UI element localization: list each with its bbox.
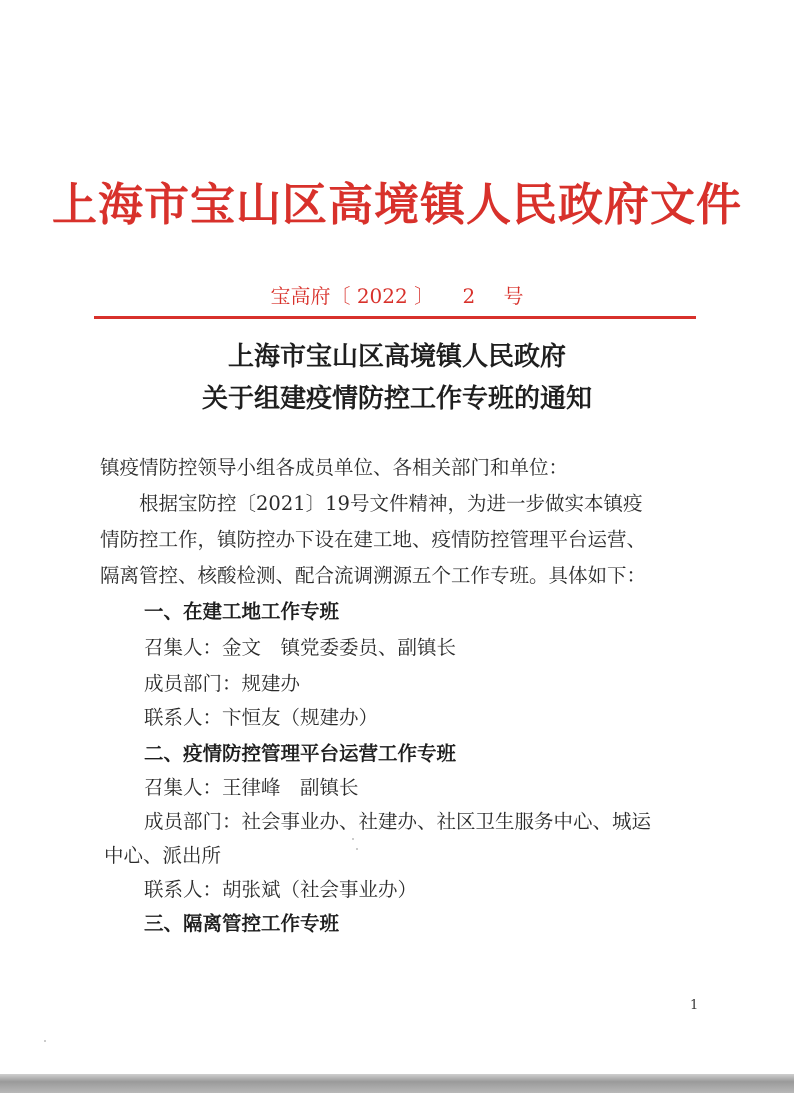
- doc-number-close: 〕: [414, 284, 435, 308]
- section-2-convener: 召集人：王律峰 副镇长: [144, 776, 359, 799]
- notice-title-line-2: 关于组建疫情防控工作专班的通知: [201, 384, 592, 414]
- doc-number-year: 2022: [356, 284, 408, 308]
- issuer-header-title: 上海市宝山区高境镇人民政府文件: [51, 178, 742, 231]
- section-2-contact: 联系人：胡张斌（社会事业办）: [144, 878, 418, 901]
- section-3-heading: 三、隔离管控工作专班: [144, 912, 340, 935]
- scan-speck: [352, 838, 354, 840]
- scan-bottom-edge: [0, 1074, 794, 1093]
- intro-paragraph-line-1: 根据宝防控〔2021〕19号文件精神，为进一步做实本镇疫: [139, 492, 643, 515]
- section-1-members: 成员部门：规建办: [144, 672, 301, 695]
- section-2-heading: 二、疫情防控管理平台运营工作专班: [144, 742, 457, 765]
- page-number: 1: [690, 998, 699, 1013]
- section-1-convener: 召集人：金文 镇党委委员、副镇长: [144, 636, 457, 659]
- intro-paragraph-line-2: 情防控工作，镇防控办下设在建工地、疫情防控管理平台运营、: [100, 528, 647, 551]
- salutation: 镇疫情防控领导小组各成员单位、各相关部门和单位：: [100, 456, 569, 479]
- intro-paragraph-line-3: 隔离管控、核酸检测、配合流调溯源五个工作专班。具体如下：: [100, 564, 647, 587]
- section-2-members-line-2: 中心、派出所: [104, 844, 222, 867]
- section-2-members-line-1: 成员部门：社会事业办、社建办、社区卫生服务中心、城运: [144, 810, 652, 833]
- document-number: [0, 280, 794, 309]
- scan-speck: [44, 1040, 46, 1042]
- doc-number-prefix: 宝高府〔: [270, 284, 351, 308]
- scan-speck: [356, 848, 358, 850]
- doc-number-suffix: 号: [503, 284, 524, 308]
- section-1-heading: 一、在建工地工作专班: [144, 600, 340, 623]
- section-1-contact: 联系人：卞恒友（规建办）: [144, 706, 379, 729]
- doc-number-seq: 2: [462, 284, 476, 308]
- notice-title-line-1: 上海市宝山区高境镇人民政府: [227, 342, 566, 372]
- red-divider-line: [94, 316, 696, 319]
